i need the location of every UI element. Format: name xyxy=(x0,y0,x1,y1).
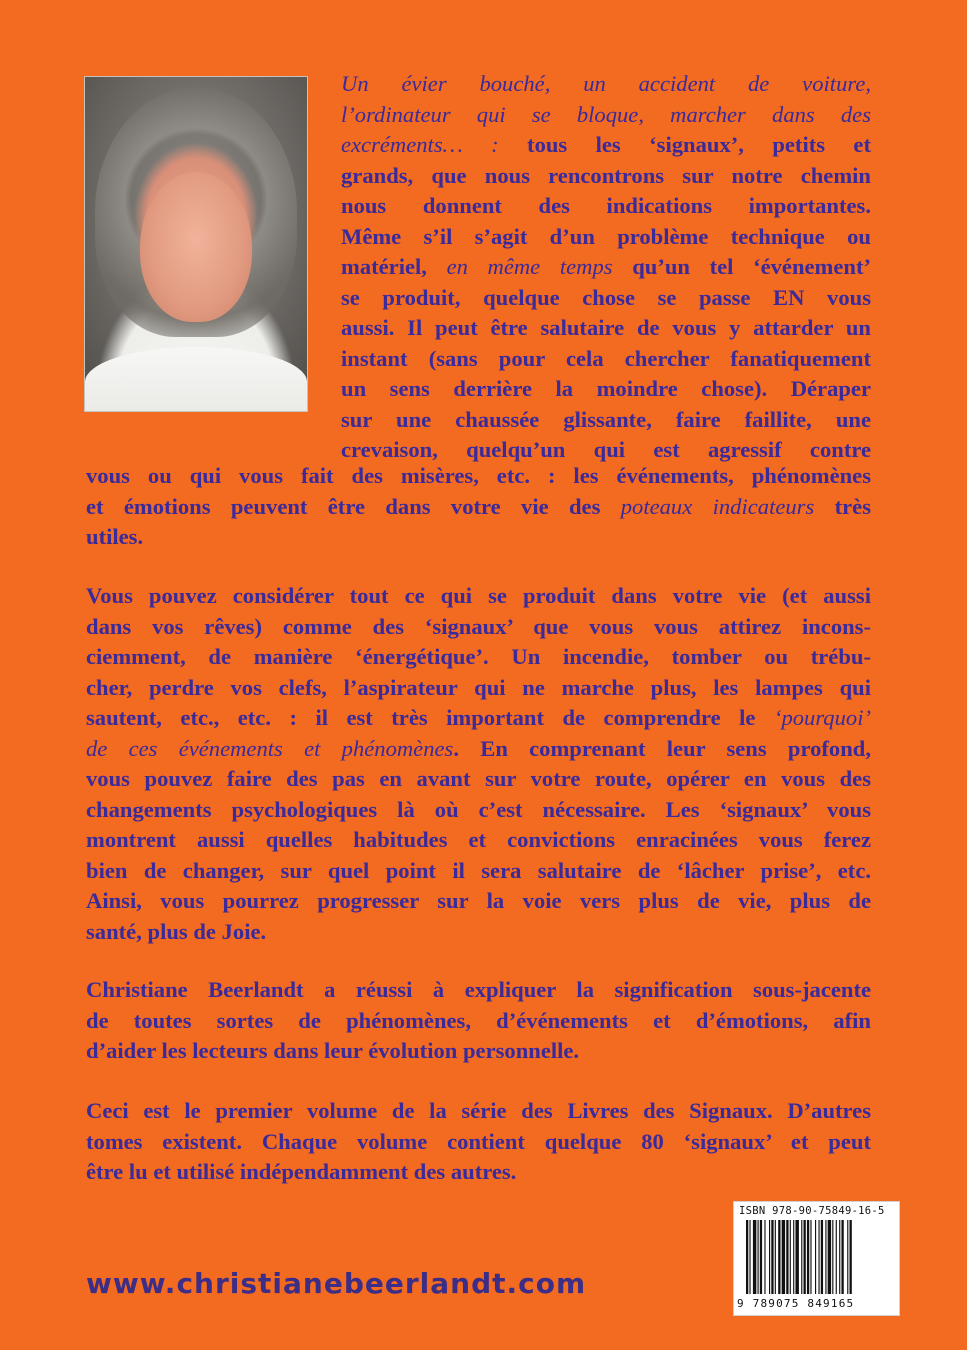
author-line: de toutes sortes de phénomènes, d’événements et d’émotions, afin xyxy=(86,1007,871,1033)
signals-line: Vous pouvez considérer tout ce qui se produit dans votre vie (et aussi xyxy=(86,583,871,608)
intro-line: se produit, quelque chose se passe EN vous xyxy=(341,284,871,310)
intro-line: Un évier bouché, un accident de voiture, xyxy=(341,71,871,96)
intro-line: aussi. Il peut être salutaire de vous y attarder un xyxy=(341,315,871,340)
signals-line: bien de changer, sur quel point il sera salutaire de ‘lâcher prise’, etc. xyxy=(86,857,871,883)
barcode-digits: 9 789075 849165 xyxy=(737,1297,855,1310)
signals-text: sautent, etc., etc. : il est très important de comprendre le xyxy=(86,705,774,730)
intro-line: utiles. xyxy=(86,524,144,549)
intro-line: Même s’il s’agit d’un problème technique ou xyxy=(341,223,871,249)
signals-line xyxy=(86,734,871,765)
intro-text: qu’un tel ‘événement’ xyxy=(612,254,872,279)
signals-italic: ‘pourquoi’ xyxy=(773,705,871,730)
signals-text: . En comprenant leur sens profond, xyxy=(453,735,872,761)
isbn-number: ISBN 978-90-75849-16-5 xyxy=(739,1205,885,1217)
intro-line: sur une chaussée glissante, faire faillite, une xyxy=(341,406,871,432)
signals-line: santé, plus de Joie. xyxy=(86,918,267,944)
signals-line: ciemment, de manière ‘énergétique’. Un incendie, tomber ou trébu- xyxy=(86,644,871,669)
intro-line: un sens derrière la moindre chose). Déraper xyxy=(341,376,871,401)
series-line: tomes existent. Chaque volume contient quelque 80 ‘signaux’ et peut xyxy=(86,1128,871,1154)
intro-line xyxy=(341,130,871,161)
intro-line: instant (sans pour cela chercher fanatiquement xyxy=(341,345,871,371)
intro-text: et émotions peuvent être dans votre vie des xyxy=(86,493,621,519)
photo-shirt xyxy=(85,347,307,412)
intro-paragraph-continued xyxy=(86,461,871,553)
intro-italic: excréments… : xyxy=(341,132,499,157)
intro-text: tous les ‘signaux’, petits et xyxy=(498,132,871,157)
intro-line xyxy=(86,492,871,523)
signals-paragraph xyxy=(86,581,871,947)
signals-line: vous pouvez faire des pas en avant sur votre route, opérer en vous des xyxy=(86,766,871,791)
signals-line: cher, perdre vos clefs, l’aspirateur qui ne marche plus, les lampes qui xyxy=(86,674,871,700)
intro-line: l’ordinateur qui se bloque, marcher dans des xyxy=(341,101,871,127)
signals-line: montrent aussi quelles habitudes et convictions enracinées vous ferez xyxy=(86,827,871,852)
photo-face xyxy=(140,172,252,322)
intro-italic: poteaux indicateurs xyxy=(620,493,815,519)
signals-line: Ainsi, vous pourrez progresser sur la voie vers plus de vie, plus de xyxy=(86,888,871,913)
intro-line: crevaison, quelqu’un qui est agressif contre xyxy=(341,437,871,462)
intro-text: matériel, xyxy=(341,254,447,279)
intro-line xyxy=(341,252,871,283)
barcode-icon xyxy=(746,1220,888,1294)
author-paragraph xyxy=(86,975,871,1067)
isbn-barcode-box xyxy=(733,1201,900,1316)
signals-italic: de ces événements et phénomènes xyxy=(86,735,454,761)
intro-line: grands, que nous rencontrons sur notre chemin xyxy=(341,162,871,188)
author-line: d’aider les lecteurs dans leur évolution personnelle. xyxy=(86,1038,580,1063)
intro-italic: en même temps xyxy=(446,254,613,279)
intro-line: nous donnent des indications importantes. xyxy=(341,193,871,218)
signals-line: changements psychologiques là où c’est nécessaire. Les ‘signaux’ vous xyxy=(86,796,871,822)
signals-line: dans vos rêves) comme des ‘signaux’ que vous vous attirez incons- xyxy=(86,613,871,639)
series-line: Ceci est le premier volume de la série des Livres des Signaux. D’autres xyxy=(86,1098,871,1123)
intro-text: très xyxy=(814,493,871,519)
author-photo xyxy=(84,76,308,412)
series-paragraph xyxy=(86,1096,871,1188)
intro-line: vous ou qui vous fait des misères, etc. : les événements, phénomènes xyxy=(86,463,871,488)
intro-paragraph xyxy=(341,69,871,466)
signals-line xyxy=(86,703,871,734)
author-line: Christiane Beerlandt a réussi à expliquer la signification sous-jacente xyxy=(86,977,871,1002)
series-line: être lu et utilisé indépendamment des autres. xyxy=(86,1159,517,1184)
website-link[interactable]: www.christianebeerlandt.com xyxy=(86,1267,587,1300)
